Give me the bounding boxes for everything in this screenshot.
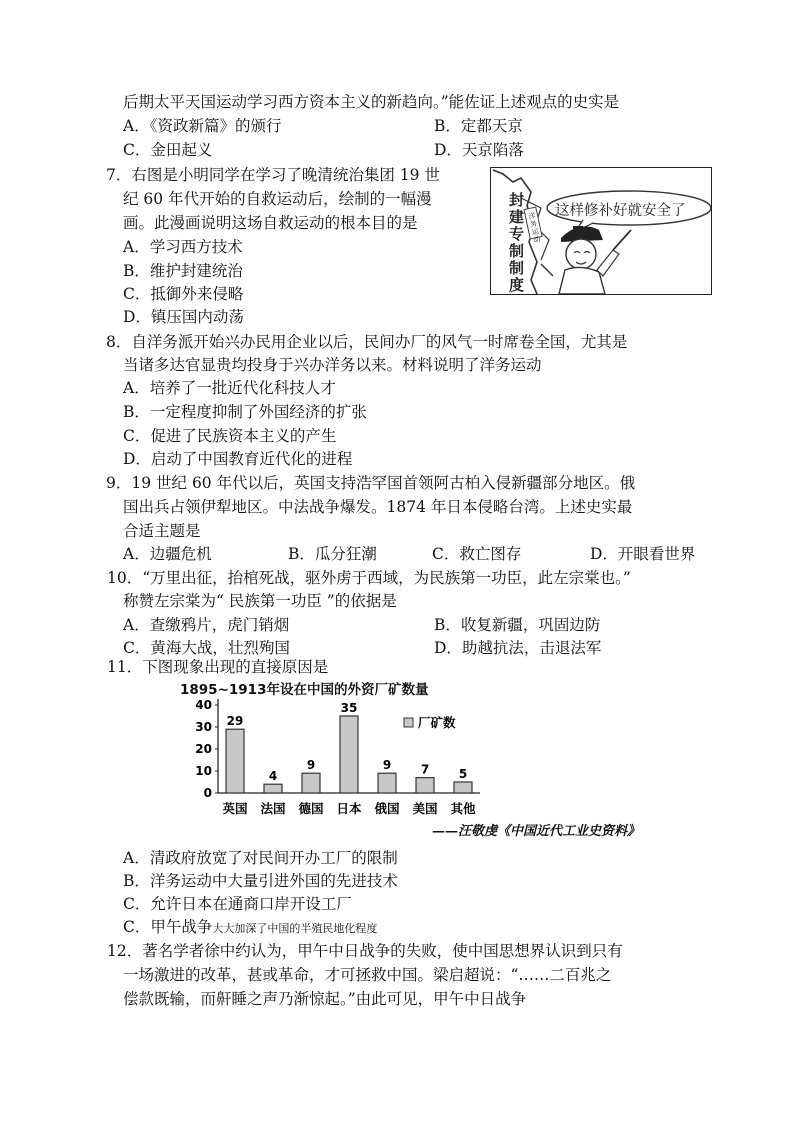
q9-option-d: D．开眼看世界: [590, 545, 696, 563]
q11-stem: 11．下图现象出现的直接原因是: [107, 658, 329, 676]
q9-option-c: C．救亡图存: [432, 545, 522, 563]
bar-chart-svg: [180, 678, 640, 823]
q7-option-b: B．维护封建统治: [123, 262, 243, 280]
q8-option-a: A．培养了一批近代化科技人才: [123, 379, 336, 397]
q10-stem-line2: 称赞左宗棠为“ 民族第一功臣 ”的依据是: [123, 592, 397, 610]
bar: [264, 784, 282, 793]
data-label: 7: [420, 762, 430, 777]
q8-option-d: D．启动了中国教育近代化的进程: [123, 450, 353, 468]
category-label: 日本: [336, 801, 362, 816]
q9-option-a: A．边疆危机: [123, 545, 212, 563]
bar: [302, 773, 320, 793]
q7-option-d: D．镇压国内动荡: [123, 308, 244, 326]
y-tick-label: 20: [195, 742, 212, 756]
q11-option-d-small: 大大加深了中国的半殖民地化程度: [212, 922, 378, 935]
q8-option-c: C．促进了民族资本主义的产生: [123, 427, 337, 445]
category-label: 俄国: [374, 801, 400, 816]
comic-wall-text: 封建专制制度: [509, 191, 525, 294]
category-label: 英国: [222, 801, 248, 816]
q11-option-c: C．允许日本在通商口岸开设工厂: [123, 895, 352, 913]
legend-swatch: [404, 718, 413, 727]
q10-option-c: C．黄海大战，壮烈殉国: [123, 639, 290, 657]
q9-stem-line1: 9．19 世纪 60 年代以后，英国支持浩罕国首领阿古柏入侵新疆部分地区。俄: [106, 474, 636, 492]
data-label: 5: [458, 767, 468, 781]
data-label: 9: [306, 758, 316, 773]
q6-option-c: C．金田起义: [123, 141, 213, 159]
q10-stem-line1: 10．“万里出征，抬棺死战，驱外虏于西域，为民族第一功臣，此左宗棠也。”: [107, 569, 631, 587]
bar: [378, 773, 396, 793]
q12-stem-line1: 12．著名学者徐中约认为，甲午中日战争的失败，使中国思想界认识到只有: [107, 942, 623, 960]
data-label: 35: [340, 701, 358, 715]
q11-option-b: B．洋务运动中大量引进外国的先进技术: [123, 872, 398, 890]
category-label: 德国: [298, 801, 324, 816]
data-label: 29: [226, 714, 244, 729]
q6-option-b: B．定都天京: [434, 117, 523, 135]
y-tick-label: 10: [195, 764, 212, 778]
category-label: 其他: [450, 801, 476, 816]
factory-count-chart: [180, 678, 640, 840]
q9-stem-line2: 国出兵占领伊犁地区。中法战争爆发。1874 年日本侵略台湾。上述史实最: [123, 498, 633, 516]
cartoon-image: [490, 167, 712, 295]
q8-option-b: B．一定程度抑制了外国经济的扩张: [123, 403, 367, 421]
category-label: 美国: [412, 801, 438, 816]
bar: [340, 716, 358, 793]
q6-stem: 后期太平天国运动学习西方资本主义的新趋向。”能佐证上述观点的史实是: [123, 93, 620, 111]
q7-option-a: A．学习西方技术: [123, 238, 243, 256]
q10-option-b: B．收复新疆，巩固边防: [434, 616, 601, 634]
q7-stem-line1: 7．右图是小明同学在学习了晚清统治集团 19 世: [106, 166, 440, 184]
bar: [226, 729, 244, 793]
q6-option-d: D．天京陷落: [434, 141, 524, 159]
q10-option-d: D．助越抗法，击退法军: [434, 639, 602, 657]
q7-stem-line2: 纪 60 年代开始的自救运动后，绘制的一幅漫: [123, 190, 432, 208]
bar: [416, 778, 434, 793]
comic-speech-text: 这样修补好就安全了: [555, 203, 686, 219]
q12-stem-line3: 偿款既输，而鼾睡之声乃渐惊起。”由此可见，甲午中日战争: [123, 990, 527, 1008]
y-tick-label: 0: [203, 786, 212, 800]
y-tick-label: 30: [195, 720, 212, 734]
q8-stem-line2: 当诸多达官显贵均投身于兴办洋务以来。材料说明了洋务运动: [123, 356, 542, 374]
chart-source: ——汪敬虔《中国近代工业史资料》: [431, 824, 640, 839]
q7-option-c: C．抵御外来侵略: [123, 285, 244, 303]
q11-option-d-main: C．甲午战争: [123, 918, 213, 936]
data-label: 4: [268, 769, 278, 784]
bar: [454, 782, 472, 793]
q12-stem-line2: 一场激进的改革，甚或革命，才可拯救中国。梁启超说：“……二百兆之: [123, 966, 612, 984]
y-tick-label: 40: [195, 698, 212, 712]
comic-patch-text: 洋务运动: [527, 211, 542, 245]
chart-title: 1895~1913年设在中国的外资厂矿数量: [180, 682, 429, 698]
data-label: 9: [382, 758, 392, 773]
q6-option-a: A．《资政新篇》的颁行: [123, 117, 282, 135]
q7-stem-line3: 画。此漫画说明这场自救运动的根本目的是: [123, 214, 418, 232]
q8-stem-line1: 8．自洋务派开始兴办民用企业以后，民间办厂的风气一时席卷全国，尤其是: [106, 333, 628, 351]
legend-label: 厂矿数: [418, 715, 456, 730]
q11-option-d: [123, 917, 377, 939]
q9-option-b: B．瓜分狂潮: [288, 545, 377, 563]
category-label: 法国: [260, 801, 286, 816]
q9-stem-line3: 合适主题是: [123, 522, 201, 540]
q10-option-a: A．查缴鸦片，虎门销烟: [123, 616, 290, 634]
q11-option-a: A．清政府放宽了对民间开办工厂的限制: [123, 849, 398, 867]
